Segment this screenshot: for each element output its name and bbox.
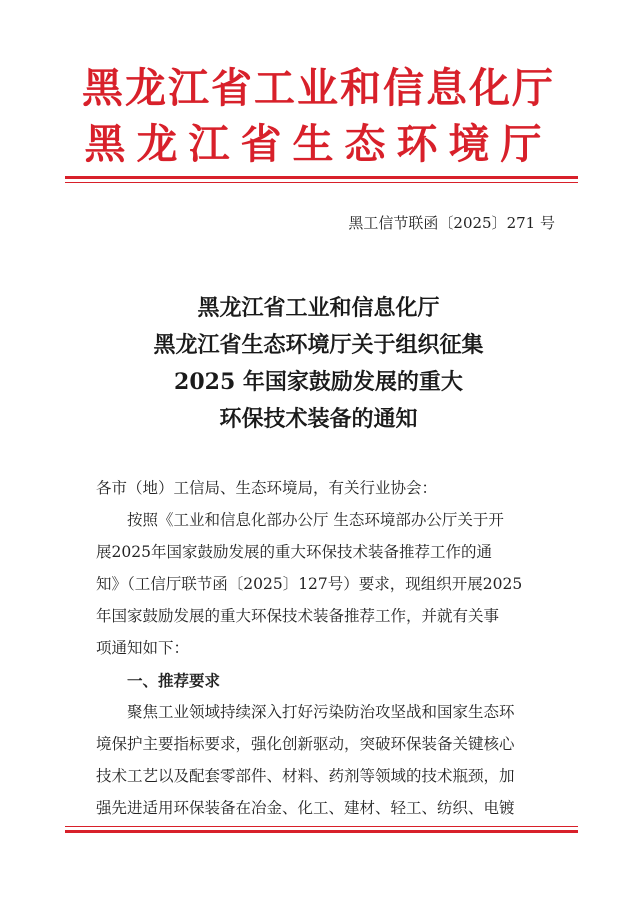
document-number: 黑工信节联函〔2025〕271 号	[348, 214, 555, 232]
title-line-4: 环保技术装备的通知	[219, 406, 418, 432]
paragraph-2-line-1: 聚焦工业领域持续深入打好污染防治攻坚战和国家生态环	[96, 703, 515, 721]
document-title	[0, 290, 637, 438]
title-line-3: 2025 年国家鼓励发展的重大	[174, 369, 463, 395]
paragraph-1-line-1: 按照《工业和信息化部办公厅 生态环境部办公厅关于开	[96, 511, 504, 529]
footer-red-rule	[65, 830, 578, 833]
header-authority-1: 黑龙江省工业和信息化厅	[82, 64, 555, 112]
paragraph-1-line-2: 展2025年国家鼓励发展的重大环保技术装备推荐工作的通	[96, 543, 492, 561]
paragraph-1-line-3: 知》（工信厅联节函〔2025〕127号）要求，现组织开展2025	[96, 575, 523, 593]
header-authority-2: 黑龙江省生态环境厅	[84, 120, 553, 168]
footer-red-rule-thin	[65, 826, 578, 827]
issuing-authority-header	[0, 60, 637, 172]
title-line-2: 黑龙江省生态环境厅关于组织征集	[153, 332, 484, 358]
paragraph-2-line-2: 境保护主要指标要求，强化创新驱动，突破环保装备关键核心	[96, 735, 515, 753]
section-1-heading: 一、推荐要求	[96, 671, 221, 690]
salutation: 各市（地）工信局、生态环境局，有关行业协会：	[96, 479, 438, 497]
header-red-rule	[65, 176, 578, 179]
title-line-1: 黑龙江省工业和信息化厅	[197, 295, 440, 321]
header-red-rule-thin	[65, 182, 578, 183]
paragraph-2-line-3: 技术工艺以及配套零部件、材料、药剂等领域的技术瓶颈，加	[96, 767, 515, 785]
paragraph-2-line-4: 强先进适用环保装备在冶金、化工、建材、轻工、纺织、电镀	[96, 799, 515, 817]
paragraph-1-line-4: 年国家鼓励发展的重大环保技术装备推荐工作，并就有关事	[96, 607, 500, 625]
paragraph-1-line-5: 项通知如下：	[96, 639, 190, 657]
